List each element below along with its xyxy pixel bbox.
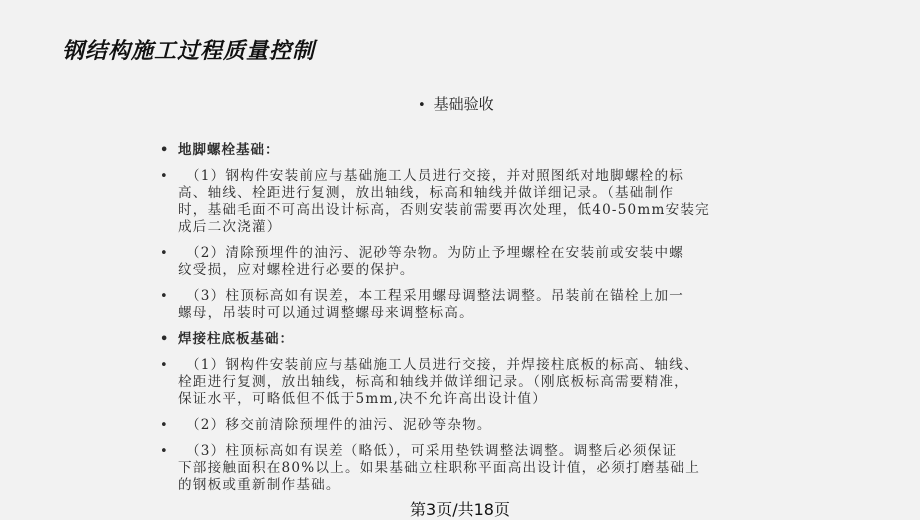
bullet-icon: • [160, 143, 170, 158]
paragraph: （3）柱顶标高如有误差，本工程采用螺母调整法调整。吊装前在锚栓上加一 螺母，吊装时可以通过调整螺母来调整标高。 [178, 288, 685, 321]
list-item [158, 443, 768, 494]
content-list [158, 142, 768, 503]
list-item [158, 357, 768, 408]
page-title: 钢结构施工过程质量控制 [62, 39, 316, 64]
bullet-icon: • [160, 418, 169, 433]
section-subtitle [418, 93, 494, 114]
bullet-icon: • [160, 358, 169, 373]
list-item-heading [158, 331, 768, 348]
list-item [158, 417, 768, 434]
heading-anchor-bolt: 地脚螺栓基础： [178, 142, 280, 158]
bullet-icon: • [160, 289, 169, 304]
list-item [158, 168, 768, 236]
list-item [158, 288, 768, 322]
paragraph: （2）清除预埋件的油污、泥砂等杂物。为防止予埋螺栓在安装前或安装中螺 纹受损，应对螺栓进行必要的保护。 [178, 245, 685, 278]
page-number: 第3页/共18页 [410, 500, 510, 519]
bullet-icon: • [418, 98, 426, 113]
bullet-icon: • [160, 246, 169, 261]
bullet-icon: • [160, 444, 169, 459]
bullet-icon: • [160, 332, 170, 347]
list-item-heading [158, 142, 768, 159]
paragraph: （3）柱顶标高如有误差（略低），可采用垫铁调整法调整。调整后必须保证 下部接触面积在80%以上。如果基础立柱职称平面高出设计值，必须打磨基础上 的钢板或重新制作基础。 [178, 443, 701, 493]
bullet-icon: • [160, 169, 169, 184]
heading-welded-base: 焊接柱底板基础： [178, 331, 294, 347]
paragraph: （1）钢构件安装前应与基础施工人员进行交接，并焊接柱底板的标高、轴线、 栓距进行复测，放出轴线，标高和轴线并做详细记录。（刚底板标高需要精准， 保证水平，可略低但不低于5mm,决不允许高出设计值） [178, 357, 699, 407]
paragraph: （1）钢构件安装前应与基础施工人员进行交接，并对照图纸对地脚螺栓的标 高、轴线、栓距进行复测，放出轴线，标高和轴线并做详细记录。（基础制作 时，基础毛面不可高出设计标高，否则安装前需要再次处理，低40-50mm安装完 成后二次浇灌） [178, 168, 710, 235]
list-item [158, 245, 768, 279]
subtitle-text: 基础验收 [433, 95, 494, 113]
paragraph: （2）移交前清除预埋件的油污、泥砂等杂物。 [178, 417, 492, 433]
